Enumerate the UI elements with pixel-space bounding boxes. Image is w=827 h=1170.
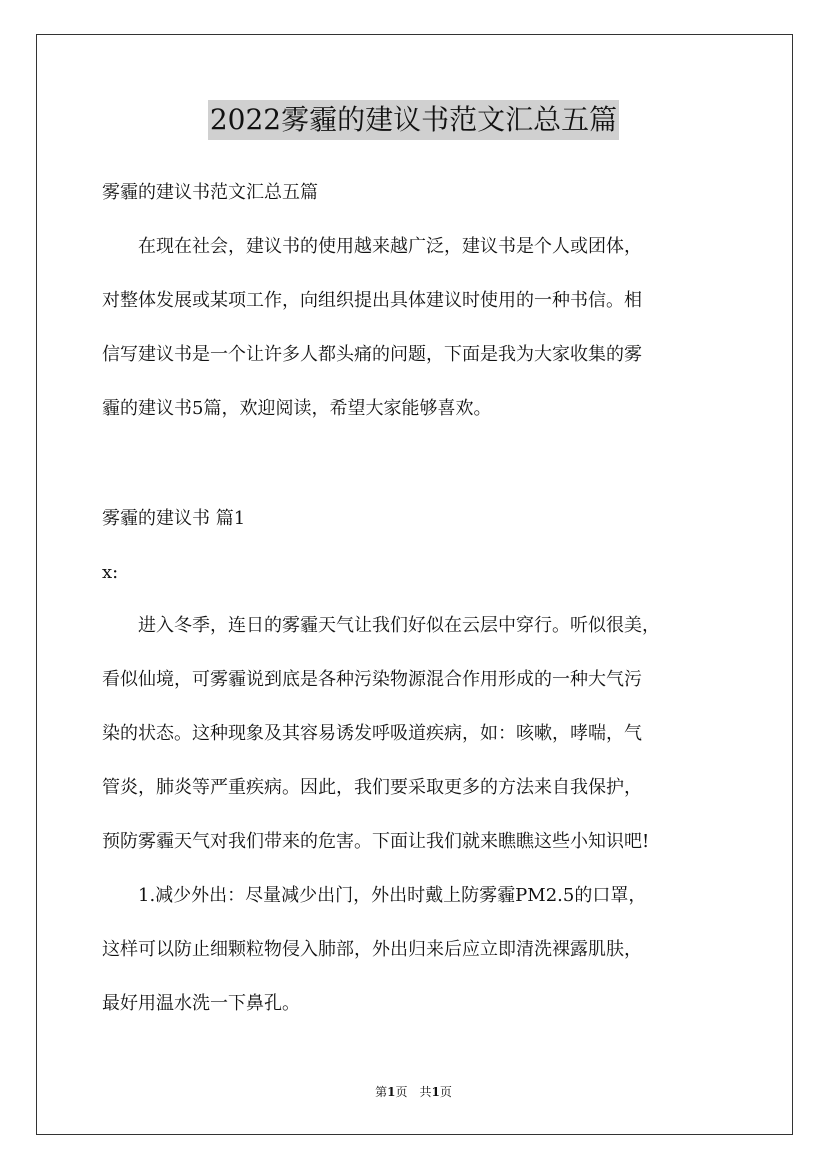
- body-line: 进入冬季，连日的雾霾天气让我们好似在云层中穿行。听似很美，: [102, 615, 660, 636]
- body-line: 染的状态。这种现象及其容易诱发呼吸道疾病，如：咳嗽，哮喘，气: [102, 723, 642, 744]
- footer-mid: 页 共: [395, 1085, 432, 1099]
- footer-suffix: 页: [439, 1085, 452, 1099]
- intro-line: 对整体发展或某项工作，向组织提出具体建议时使用的一种书信。相: [102, 290, 642, 311]
- salutation: x:: [102, 562, 119, 583]
- footer-total-pages: 1: [431, 1085, 440, 1099]
- intro-line: 在现在社会，建议书的使用越来越广泛，建议书是个人或团体，: [102, 236, 642, 257]
- document-title: 2022雾霾的建议书范文汇总五篇: [208, 100, 619, 140]
- body-line: 预防雾霾天气对我们带来的危害。下面让我们就来瞧瞧这些小知识吧!: [102, 831, 650, 852]
- body-line: 这样可以防止细颗粒物侵入肺部，外出归来后应立即清洗裸露肌肤，: [102, 939, 642, 960]
- intro-line: 信写建议书是一个让许多人都头痛的问题，下面是我为大家收集的雾: [102, 344, 642, 365]
- document-subtitle: 雾霾的建议书范文汇总五篇: [102, 182, 318, 203]
- footer-page-number: 1: [387, 1085, 396, 1099]
- body-line: 管炎，肺炎等严重疾病。因此，我们要采取更多的方法来自我保护，: [102, 777, 642, 798]
- body-line: 最好用温水洗一下鼻孔。: [102, 993, 300, 1014]
- section-heading: 雾霾的建议书 篇1: [102, 508, 246, 529]
- body-line: 看似仙境，可雾霾说到底是各种污染物源混合作用形成的一种大气污: [102, 669, 642, 690]
- page-footer: [0, 1083, 827, 1100]
- footer-prefix: 第: [375, 1085, 388, 1099]
- intro-line: 霾的建议书5篇，欢迎阅读，希望大家能够喜欢。: [102, 398, 492, 419]
- title-wrap: [0, 100, 827, 140]
- body-line: 1.减少外出：尽量减少出门，外出时戴上防雾霾PM2.5的口罩，: [102, 885, 647, 906]
